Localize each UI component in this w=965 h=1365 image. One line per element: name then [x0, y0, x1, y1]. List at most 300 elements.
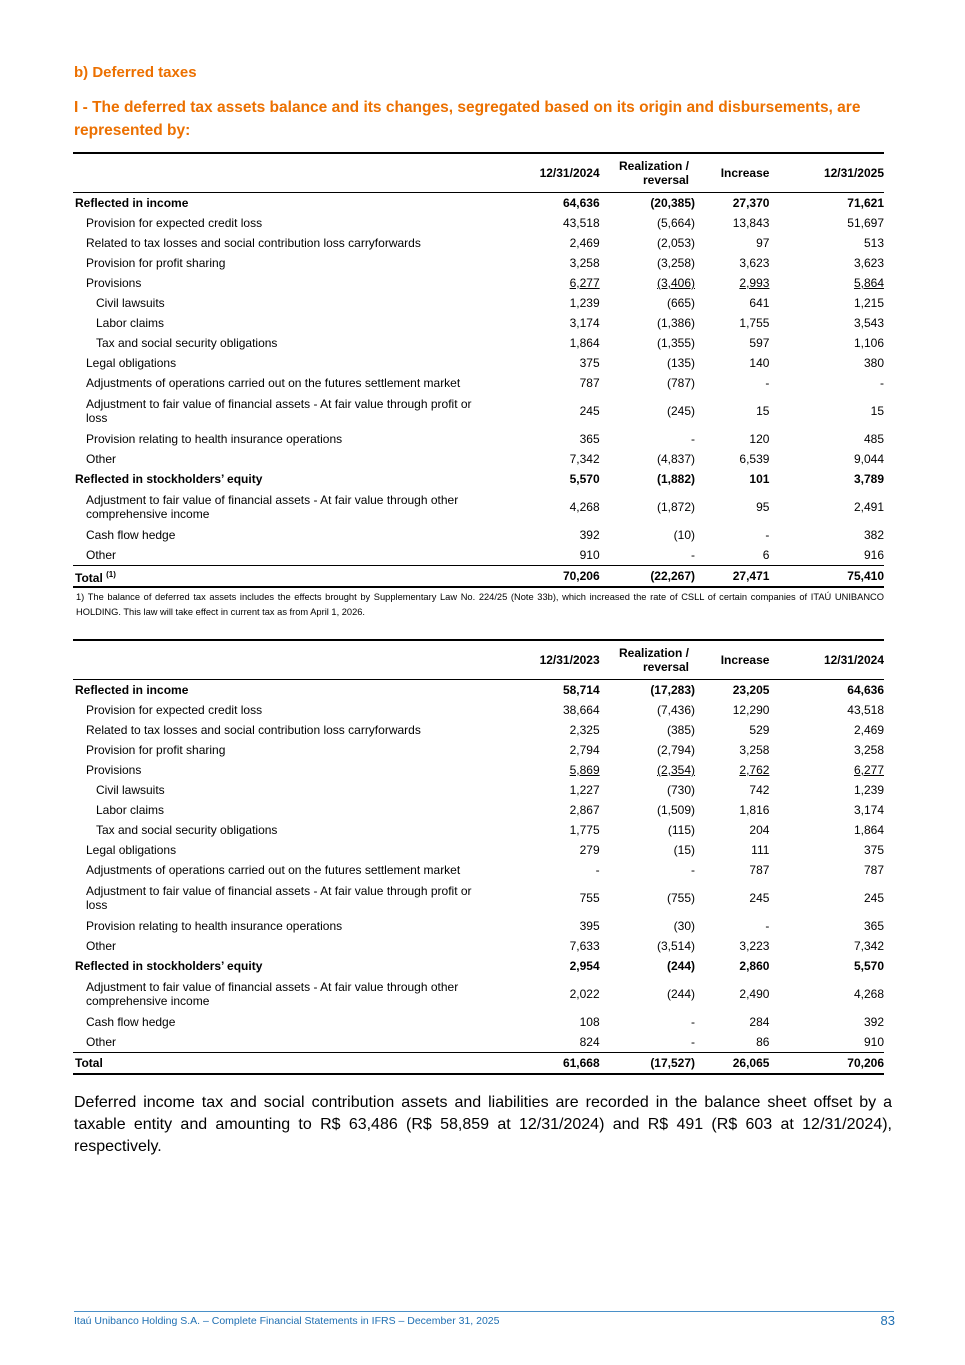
cell-value: [505, 449, 600, 469]
table-row: [73, 820, 884, 840]
value-text: 910: [579, 548, 600, 562]
value-text: 64,636: [562, 196, 600, 210]
cell-value: [789, 680, 884, 701]
value-text: 529: [749, 723, 770, 737]
value-text: (20,385): [650, 196, 696, 210]
footer-divider: [74, 1311, 894, 1312]
cell-value: [600, 393, 695, 429]
value-text: 43,518: [847, 703, 884, 717]
table-row: [73, 545, 884, 566]
row-label: Other: [86, 548, 117, 562]
footnote: 1) The balance of deferred tax assets includes the effects brought by Supplementary Law No. 224/25 (Note 33b), which increased the rate of CSLL of certain companies of ITAÚ UNIBANCO HOLDING. This law will take effect in current tax as from April 1, 2026.: [76, 592, 884, 617]
value-text: 15: [756, 404, 770, 418]
total-label: [73, 566, 505, 588]
table-header-row: [73, 640, 884, 680]
value-text: (115): [667, 823, 696, 837]
value-text: 7,342: [569, 452, 600, 466]
value-text: 3,543: [853, 316, 884, 330]
value-text: 1,755: [739, 316, 770, 330]
total-label: [73, 1053, 505, 1075]
value-text: -: [691, 432, 696, 446]
value-text: 71,621: [847, 196, 884, 210]
cell-value: [505, 333, 600, 353]
value-text: 365: [579, 432, 600, 446]
cell-value: [600, 936, 695, 956]
cell-value: [789, 393, 884, 429]
body-paragraph: Deferred income tax and social contribution assets and liabilities are recorded in the balance sheet offset by a taxable entity and amounting to R$ 63,486 (R$ 58,859 at 12/31/2024) and R$ 491 (R$ 603 at 12/31/2024), respectively.: [74, 1094, 892, 1155]
cell-value: [505, 880, 600, 916]
cell-value: [695, 1012, 789, 1032]
value-text: 485: [863, 432, 884, 446]
cell-value: [505, 293, 600, 313]
row-label: Provisions: [86, 763, 142, 777]
cell-value: [505, 780, 600, 800]
value-text: 787: [863, 863, 884, 877]
cell-value: [789, 1012, 884, 1032]
value-text: 51,697: [847, 216, 884, 230]
value-text: 787: [579, 376, 600, 390]
cell-value: [695, 720, 789, 740]
value-text: 787: [749, 863, 770, 877]
value-text: (5,664): [656, 216, 696, 230]
value-text: 245: [863, 891, 884, 905]
cell-value: [789, 1032, 884, 1053]
value-text: 3,174: [569, 316, 600, 330]
value-text: 120: [749, 432, 770, 446]
value-text: (1,872): [656, 500, 696, 514]
column-header: Realization / reversal: [619, 646, 690, 674]
table-row: [73, 840, 884, 860]
value-text: (135): [667, 356, 696, 370]
cell-value: [789, 720, 884, 740]
deferred-tax-table-2025: [73, 152, 884, 588]
value-text: (2,794): [656, 743, 696, 757]
value-text: (3,258): [656, 256, 696, 270]
total-label-text: Total: [75, 570, 103, 585]
table-row: [73, 233, 884, 253]
cell-value: [600, 373, 695, 393]
value-text: -: [691, 1015, 696, 1029]
cell-value: [695, 449, 789, 469]
row-label: Provision relating to health insurance operations: [86, 919, 343, 933]
value-text: 2,867: [569, 803, 600, 817]
value-text: 2,022: [569, 987, 600, 1001]
table-row: [73, 193, 884, 214]
cell-value: [600, 700, 695, 720]
column-header: 12/31/2025: [823, 166, 884, 180]
cell-value: [600, 780, 695, 800]
cell-value: [600, 449, 695, 469]
table-row: [73, 393, 884, 429]
value-text: 597: [749, 336, 770, 350]
cell-value: [600, 956, 695, 976]
value-text: 6,277: [569, 276, 600, 290]
cell-value: [695, 373, 789, 393]
cell-value: [600, 1012, 695, 1032]
table-row: [73, 353, 884, 373]
value-text: 641: [749, 296, 770, 310]
row-label: Legal obligations: [86, 843, 177, 857]
table-row: [73, 449, 884, 469]
cell-value: [695, 469, 789, 489]
value-text: 742: [749, 783, 770, 797]
cell-value: [505, 429, 600, 449]
table-row: [73, 740, 884, 760]
cell-value: [789, 700, 884, 720]
value-text: 7,633: [569, 939, 600, 953]
row-label: Legal obligations: [86, 356, 177, 370]
value-text: 2,469: [569, 236, 600, 250]
table-row: [73, 525, 884, 545]
value-text: 5,570: [853, 959, 884, 973]
cell-value: [789, 956, 884, 976]
value-text: (730): [667, 783, 696, 797]
cell-value: [789, 760, 884, 780]
cell-value: [695, 880, 789, 916]
row-label: Provision for profit sharing: [86, 743, 226, 757]
value-text: (3,406): [656, 276, 696, 290]
row-label: Adjustment to fair value of financial assets - At fair value through other comprehensive income: [86, 493, 459, 521]
value-text: 3,223: [739, 939, 770, 953]
table-row: [73, 800, 884, 820]
value-text: 97: [756, 236, 770, 250]
cell-value: [695, 333, 789, 353]
cell-value: [789, 936, 884, 956]
value-text: (665): [667, 296, 696, 310]
table-row: [73, 976, 884, 1012]
cell-value: [695, 525, 789, 545]
cell-value: [789, 273, 884, 293]
row-label: Adjustments of operations carried out on the futures settlement market: [86, 376, 461, 390]
cell-value: [600, 680, 695, 701]
cell-value: [695, 740, 789, 760]
cell-value: [600, 720, 695, 740]
cell-value: [505, 545, 600, 566]
value-text: (755): [667, 891, 696, 905]
value-text: 111: [751, 843, 770, 857]
value-text: 2,993: [739, 276, 770, 290]
value-text: (244): [667, 987, 696, 1001]
cell-value: [505, 373, 600, 393]
value-text: 4,268: [569, 500, 600, 514]
row-label: Provision for expected credit loss: [86, 216, 263, 230]
cell-value: [695, 273, 789, 293]
cell-value: [695, 780, 789, 800]
cell-value: [789, 800, 884, 820]
total-value: 70,206: [562, 569, 600, 583]
total-value: 27,471: [732, 569, 770, 583]
cell-value: [505, 740, 600, 760]
row-label: Cash flow hedge: [86, 528, 176, 542]
cell-value: [505, 916, 600, 936]
cell-value: [600, 760, 695, 780]
cell-value: [789, 353, 884, 373]
row-label: Reflected in income: [75, 196, 189, 210]
cell-value: [600, 525, 695, 545]
value-text: 245: [749, 891, 770, 905]
cell-value: [600, 213, 695, 233]
cell-value: [695, 193, 789, 214]
value-text: 38,664: [562, 703, 600, 717]
value-text: 392: [863, 1015, 884, 1029]
value-text: (245): [667, 404, 696, 418]
value-text: 395: [579, 919, 600, 933]
cell-value: [789, 740, 884, 760]
value-text: 1,816: [739, 803, 770, 817]
value-text: (2,354): [656, 763, 696, 777]
value-text: 108: [579, 1015, 600, 1029]
cell-value: [600, 840, 695, 860]
value-text: 5,570: [569, 472, 600, 486]
value-text: 3,258: [739, 743, 770, 757]
value-text: -: [765, 528, 770, 542]
value-text: 9,044: [853, 452, 884, 466]
value-text: (244): [667, 959, 696, 973]
value-text: 284: [749, 1015, 770, 1029]
cell-value: [695, 293, 789, 313]
cell-value: [695, 1032, 789, 1053]
total-value: 70,206: [847, 1056, 884, 1070]
row-label: Provision relating to health insurance operations: [86, 432, 343, 446]
column-header: 12/31/2023: [539, 653, 600, 667]
value-text: (3,514): [656, 939, 696, 953]
cell-value: [695, 233, 789, 253]
cell-value: [600, 489, 695, 525]
total-row: [73, 1053, 884, 1075]
value-text: 5,864: [853, 276, 884, 290]
value-text: (4,837): [656, 452, 696, 466]
cell-value: [600, 429, 695, 449]
total-row: [73, 566, 884, 588]
table-row: [73, 429, 884, 449]
total-value: 75,410: [847, 569, 884, 583]
value-text: (1,386): [656, 316, 696, 330]
column-header: Increase: [720, 166, 770, 180]
value-text: 375: [863, 843, 884, 857]
value-text: 1,106: [853, 336, 884, 350]
cell-value: [695, 916, 789, 936]
row-label: Reflected in income: [75, 683, 189, 697]
table-row: [73, 253, 884, 273]
cell-value: [600, 740, 695, 760]
section-title: b) Deferred taxes: [74, 64, 197, 81]
cell-value: [789, 780, 884, 800]
value-text: 2,860: [739, 959, 770, 973]
cell-value: [695, 956, 789, 976]
cell-value: [505, 253, 600, 273]
cell-value: [789, 313, 884, 333]
cell-value: [505, 956, 600, 976]
value-text: -: [691, 548, 696, 562]
row-label: Adjustments of operations carried out on the futures settlement market: [86, 863, 461, 877]
table-row: [73, 880, 884, 916]
table-row: [73, 213, 884, 233]
value-text: 15: [870, 404, 884, 418]
value-text: (10): [673, 528, 696, 542]
value-text: 23,205: [732, 683, 770, 697]
cell-value: [505, 353, 600, 373]
value-text: 3,258: [853, 743, 884, 757]
value-text: 392: [579, 528, 600, 542]
value-text: 43,518: [562, 216, 600, 230]
row-label: Labor claims: [96, 803, 165, 817]
footnote-marker: (1): [106, 569, 116, 579]
row-label: Adjustment to fair value of financial assets - At fair value through profit or loss: [86, 397, 472, 425]
value-text: 1,864: [569, 336, 600, 350]
cell-value: [695, 545, 789, 566]
row-label: Provision for expected credit loss: [86, 703, 263, 717]
row-label: Civil lawsuits: [96, 783, 165, 797]
value-text: 1,239: [569, 296, 600, 310]
deferred-tax-table-2024: [73, 639, 884, 1075]
value-text: 7,342: [853, 939, 884, 953]
value-text: 755: [579, 891, 600, 905]
table-row: [73, 489, 884, 525]
cell-value: [505, 720, 600, 740]
cell-value: [789, 976, 884, 1012]
value-text: (17,283): [650, 683, 696, 697]
cell-value: [789, 489, 884, 525]
cell-value: [789, 429, 884, 449]
cell-value: [789, 293, 884, 313]
value-text: 1,864: [853, 823, 884, 837]
value-text: 245: [579, 404, 600, 418]
value-text: (15): [673, 843, 696, 857]
row-label: Other: [86, 939, 117, 953]
value-text: 95: [756, 500, 770, 514]
cell-value: [789, 213, 884, 233]
value-text: 1,239: [853, 783, 884, 797]
cell-value: [789, 880, 884, 916]
table-row: [73, 760, 884, 780]
cell-value: [505, 489, 600, 525]
cell-value: [505, 233, 600, 253]
cell-value: [600, 880, 695, 916]
cell-value: [600, 976, 695, 1012]
table-row: [73, 273, 884, 293]
cell-value: [505, 273, 600, 293]
page-number: 83: [880, 1313, 895, 1328]
cell-value: [695, 429, 789, 449]
table-row: [73, 700, 884, 720]
value-text: 64,636: [847, 683, 884, 697]
total-value: 26,065: [732, 1056, 770, 1070]
value-text: 12,290: [732, 703, 770, 717]
cell-value: [789, 820, 884, 840]
row-label: Labor claims: [96, 316, 165, 330]
table-row: [73, 916, 884, 936]
cell-value: [600, 860, 695, 880]
value-text: 2,490: [739, 987, 770, 1001]
table-row: [73, 680, 884, 701]
cell-value: [505, 800, 600, 820]
value-text: 6,539: [739, 452, 770, 466]
value-text: 3,258: [569, 256, 600, 270]
cell-value: [600, 353, 695, 373]
cell-value: [600, 273, 695, 293]
cell-value: [695, 800, 789, 820]
cell-value: [789, 860, 884, 880]
value-text: (1,509): [656, 803, 696, 817]
row-label: Adjustment to fair value of financial assets - At fair value through other comprehensive income: [86, 980, 459, 1008]
value-text: 6: [762, 548, 770, 562]
table-row: [73, 956, 884, 976]
row-label: Provisions: [86, 276, 142, 290]
value-text: 27,370: [732, 196, 770, 210]
value-text: -: [880, 376, 884, 390]
table-row: [73, 720, 884, 740]
value-text: 2,469: [853, 723, 884, 737]
value-text: (1,882): [656, 472, 696, 486]
value-text: 824: [579, 1035, 600, 1049]
value-text: 382: [863, 528, 884, 542]
cell-value: [600, 233, 695, 253]
cell-value: [789, 916, 884, 936]
value-text: 4,268: [853, 987, 884, 1001]
row-label: Provision for profit sharing: [86, 256, 226, 270]
table-row: [73, 860, 884, 880]
table-row: [73, 373, 884, 393]
value-text: 140: [749, 356, 770, 370]
cell-value: [505, 820, 600, 840]
value-text: 3,623: [739, 256, 770, 270]
cell-value: [600, 313, 695, 333]
value-text: 13,843: [732, 216, 770, 230]
table-row: [73, 1012, 884, 1032]
cell-value: [505, 840, 600, 860]
cell-value: [789, 253, 884, 273]
cell-value: [695, 820, 789, 840]
cell-value: [505, 313, 600, 333]
cell-value: [505, 976, 600, 1012]
cell-value: [789, 233, 884, 253]
value-text: 204: [749, 823, 770, 837]
cell-value: [695, 489, 789, 525]
table-heading: I - The deferred tax assets balance and its changes, segregated based on its origin and disbursements, are represented by:: [74, 99, 861, 139]
table-row: [73, 780, 884, 800]
value-text: 365: [863, 919, 884, 933]
cell-value: [505, 525, 600, 545]
cell-value: [789, 840, 884, 860]
value-text: 2,491: [853, 500, 884, 514]
cell-value: [600, 1032, 695, 1053]
column-header: 12/31/2024: [539, 166, 600, 180]
value-text: 3,174: [853, 803, 884, 817]
value-text: -: [765, 919, 770, 933]
row-label: Adjustment to fair value of financial assets - At fair value through profit or loss: [86, 884, 472, 912]
cell-value: [695, 393, 789, 429]
value-text: 1,215: [853, 296, 884, 310]
total-value: (22,267): [650, 569, 696, 583]
value-text: 3,623: [853, 256, 884, 270]
value-text: 2,794: [569, 743, 600, 757]
cell-value: [789, 449, 884, 469]
cell-value: [600, 333, 695, 353]
row-label: Related to tax losses and social contribution loss carryforwards: [86, 723, 421, 737]
cell-value: [505, 1012, 600, 1032]
value-text: (787): [667, 376, 696, 390]
cell-value: [695, 936, 789, 956]
row-label: Tax and social security obligations: [96, 823, 278, 837]
total-label-text: Total: [75, 1056, 103, 1070]
value-text: 2,762: [739, 763, 770, 777]
cell-value: [789, 333, 884, 353]
value-text: 1,775: [569, 823, 600, 837]
value-text: 910: [863, 1035, 884, 1049]
row-label: Cash flow hedge: [86, 1015, 176, 1029]
value-text: 5,869: [569, 763, 600, 777]
value-text: (385): [667, 723, 696, 737]
